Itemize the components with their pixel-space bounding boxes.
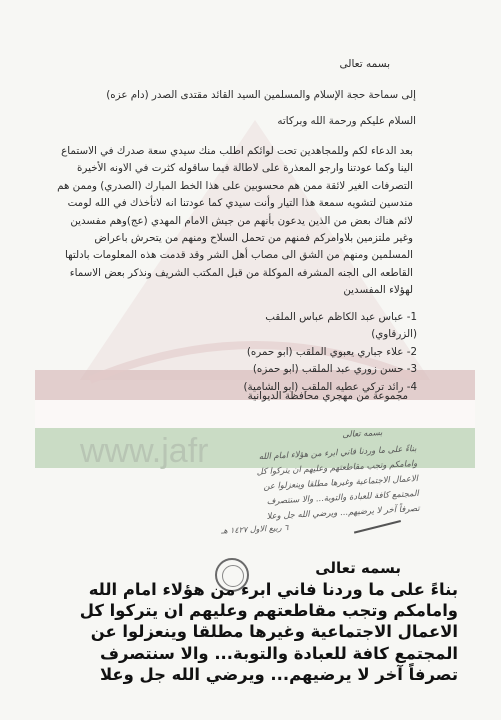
names-list-item: 1- عباس عبد الكاظم عباس الملقب (الزرقاوي) (265, 311, 417, 341)
handwritten-line: المجتمع كافة للعبادة والتوبة... والا سنتصرف (266, 487, 419, 506)
watermark-url: www.jafr (80, 432, 209, 470)
typed-reply-line: بناءً على ما وردنا فاني ابرء من هؤلاء امام الله (88, 580, 458, 599)
letter-salutation: بسمه تعالى (339, 58, 390, 70)
typed-reply-line: المجتمع كافة للعبادة والتوبة... والا سنتصرف (100, 643, 458, 663)
letter-greeting: السلام عليكم ورحمة الله وبركاته (277, 115, 416, 127)
handwritten-line: وامامكم وتجب مقاطعتهم وعليهم ان يتركوا كل (256, 457, 418, 477)
typed-reply-title: بسمه تعالى (315, 559, 401, 577)
handwritten-line: تصرفاً آخر لا يرضيهم... ويرضي الله جل وعلا (266, 502, 420, 521)
handwritten-date: ٦ ربيع الاول ١٤٢٧ هـ (220, 522, 289, 536)
typed-reply (76, 579, 458, 685)
letter-body: بعد الدعاء لكم وللمجاهدين تحت لوائكم اطلب منك سيدي سعة صدرك في الاستماع الينا وكما عودتنا وارجو المعذرة على لاطالة فيما ساقوله كثرت في الاونه الأخيرة التصرفات الغير لائقة ممن هم محسوبين على هذا الخط المبارك (الصدري) وممن هم مندسين لتشويه سمعة هذا التيار وأنت سيدي كما عودتنا انه لاتأخذك في الله لومت لائم هناك بعض من الذين يدعون بأنهم من جيش الامام المهدي (عج)وهم مفسدين وغير ملتزمين بلاوامركم فمنهم من تحمل السلاح ومنهم من يتحرش باعراض المسلمين ومنهم من الشق الى مصاب أهل الشر وقد قدمت هذه المعلومات بادلتها القاطعه الى الجنه المشرفه الموكلة من قبل المكتب الشريف ونذكر بعض الاسماء لهؤلاء المفسدين (57, 145, 413, 297)
typed-reply-line: الاعمال الاجتماعية وغيرها مطلقا وينعزلوا عن (90, 622, 458, 642)
names-list-item: 4- رائد تركي عطيه الملقب (ابو الشامية) (243, 380, 417, 393)
names-list (225, 309, 417, 396)
typed-reply-line: وامامكم وتجب مقاطعتهم وعليهم ان يتركوا كل (79, 601, 458, 621)
handwritten-line: الاعمال الاجتماعية وغيرها مطلقا وينعزلوا عن (263, 472, 419, 492)
handwritten-line: بناءً على ما وردنا فاني ابرء من هؤلاء امام الله (258, 442, 417, 462)
typed-reply-line: تصرفاً آخر لا يرضيهم... ويرضي الله جل وعلا (99, 664, 458, 684)
names-list-item: 2- علاء جباري يعبوي الملقب (ابو حمره) (246, 345, 417, 358)
letter-signed-by: مجموعة من مهجري محافظة الديوانية (247, 390, 408, 402)
handwritten-title: بسمه تعالى (341, 426, 383, 440)
names-list-item: 3- حسن زوري عبد الملقب (ابو حمزه) (252, 363, 417, 376)
letter-addressee: إلى سماحة حجة الإسلام والمسلمين السيد القائد مقتدى الصدر (دام عزه) (106, 89, 416, 101)
